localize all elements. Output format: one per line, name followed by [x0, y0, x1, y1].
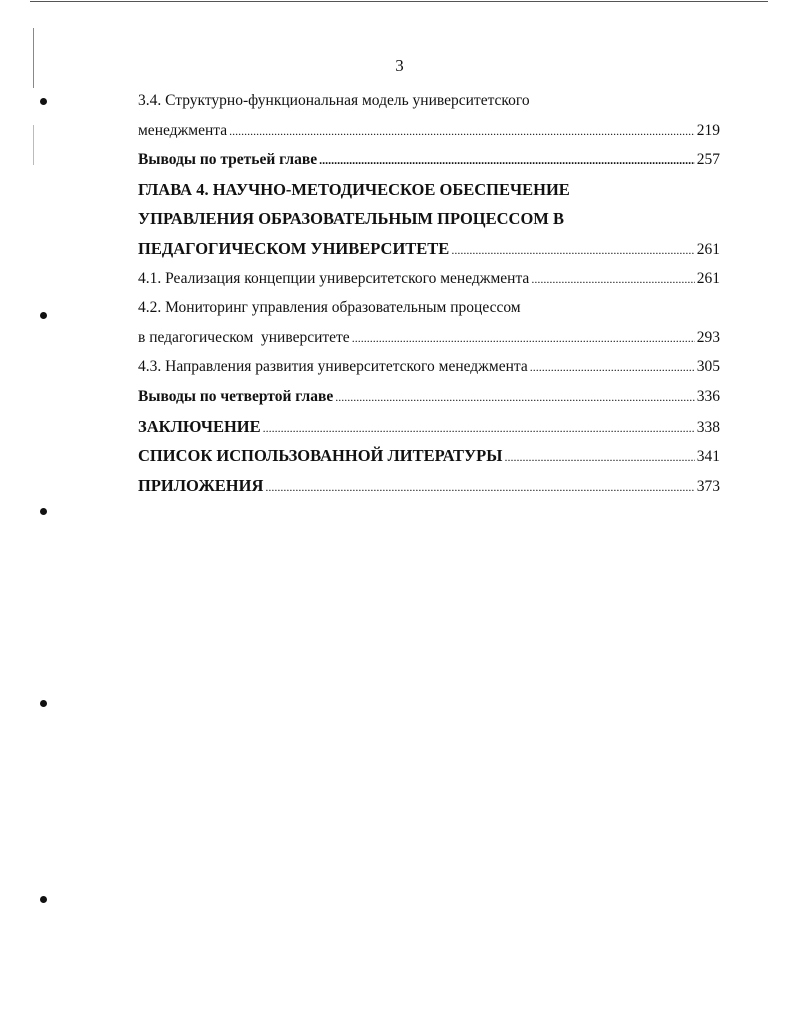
toc-chapter-title: ЗАКЛЮЧЕНИЕ — [138, 416, 261, 436]
toc-entry — [138, 471, 720, 501]
scan-edge-top — [30, 1, 768, 2]
dot-leader — [335, 382, 695, 413]
toc-entry-title: 4.3. Направления развития университетского менеджмента — [138, 358, 528, 376]
toc-entry-page: 219 — [696, 121, 720, 139]
binding-hole-mark — [40, 508, 47, 515]
toc-entry-title: Выводы по четвертой главе — [138, 387, 334, 405]
scan-edge-left — [33, 125, 34, 165]
dot-leader — [504, 442, 694, 473]
toc-entry-page: 293 — [696, 328, 720, 346]
toc-entry — [138, 116, 720, 146]
toc-chapter-line: УПРАВЛЕНИЯ ОБРАЗОВАТЕЛЬНЫМ ПРОЦЕССОМ В — [138, 209, 564, 229]
toc-entry — [138, 441, 720, 471]
toc-entry-page: 373 — [696, 477, 720, 495]
toc-entry — [138, 382, 720, 412]
toc-entry-page: 341 — [696, 448, 720, 466]
toc-chapter-title: ПЕДАГОГИЧЕСКОМ УНИВЕРСИТЕТЕ — [138, 238, 450, 258]
binding-hole-mark — [40, 98, 47, 105]
toc-entry-page: 336 — [696, 387, 720, 405]
dot-leader — [319, 145, 695, 176]
toc-entry — [138, 352, 720, 382]
dot-leader — [229, 116, 695, 147]
binding-hole-mark — [40, 896, 47, 903]
toc-chapter-line: ГЛАВА 4. НАУЧНО-МЕТОДИЧЕСКОЕ ОБЕСПЕЧЕНИЕ — [138, 179, 570, 199]
toc-chapter-title: СПИСОК ИСПОЛЬЗОВАННОЙ ЛИТЕРАТУРЫ — [138, 446, 503, 466]
dot-leader — [530, 352, 695, 383]
toc-entry-line: 3.4. Структурно-функциональная модель университетского — [138, 92, 530, 109]
dot-leader — [263, 413, 695, 444]
toc-entry-line: 4.2. Мониторинг управления образовательным процессом — [138, 299, 521, 317]
binding-hole-mark — [40, 312, 47, 319]
toc-entry — [138, 234, 720, 264]
toc-entry-title: Выводы по третьей главе — [138, 151, 318, 169]
table-of-contents — [138, 86, 720, 500]
toc-entry-page: 305 — [696, 358, 720, 376]
page-number: 3 — [395, 56, 404, 75]
dot-leader — [531, 264, 694, 295]
binding-hole-mark — [40, 700, 47, 707]
toc-entry-page: 338 — [696, 418, 720, 436]
toc-entry-page: 257 — [696, 151, 720, 169]
dot-leader — [265, 472, 694, 503]
toc-entry — [138, 145, 720, 175]
toc-entry-title: менеджмента — [138, 121, 228, 139]
toc-entry — [138, 412, 720, 442]
toc-entry — [138, 323, 720, 353]
toc-entry-title: 4.1. Реализация концепции университетского менеджмента — [138, 269, 530, 287]
toc-entry-title: в педагогическом университете — [138, 328, 350, 346]
toc-entry-page: 261 — [696, 240, 720, 258]
toc-chapter-title: ПРИЛОЖЕНИЯ — [138, 475, 264, 495]
toc-entry-page: 261 — [696, 269, 720, 287]
dot-leader — [352, 323, 695, 354]
dot-leader — [451, 235, 694, 266]
toc-entry — [138, 264, 720, 294]
